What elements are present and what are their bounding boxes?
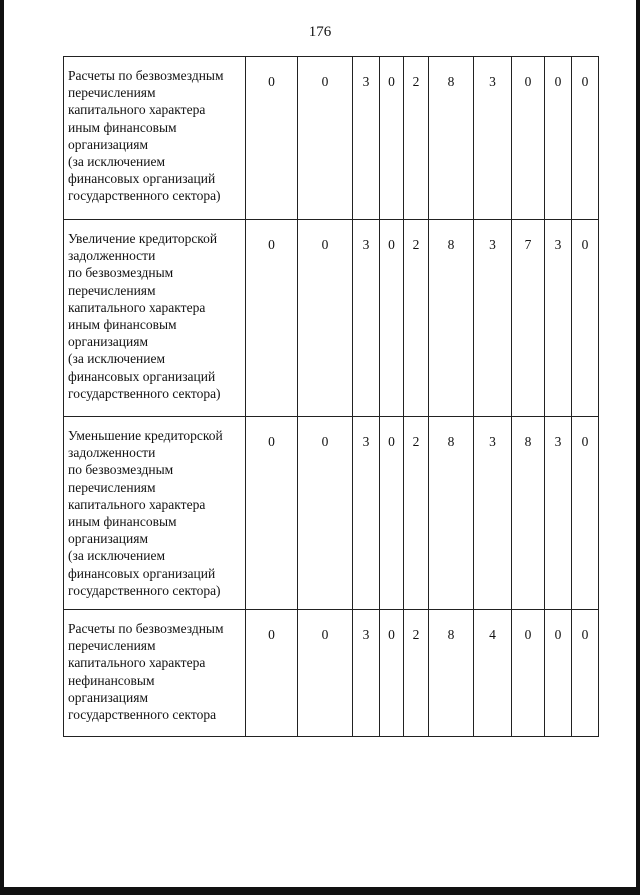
description-line: по безвозмездным (68, 462, 174, 478)
code-digit: 0 (572, 610, 599, 737)
description-line: организациям (68, 334, 149, 350)
code-digit: 0 (512, 610, 545, 737)
description-line: капитального характера (68, 496, 206, 512)
description-line: задолженности (68, 445, 156, 461)
description-line: финансовых организаций (68, 565, 216, 581)
description-line: перечислениям (68, 638, 156, 654)
row-description (64, 610, 246, 737)
description-line: задолженности (68, 248, 156, 264)
description-line: перечислениям (68, 282, 156, 298)
table-row (64, 57, 599, 220)
description-line: (за исключением (68, 351, 166, 367)
description-line: нефинансовым (68, 672, 155, 688)
code-digit: 0 (298, 610, 353, 737)
code-digit: 0 (545, 57, 572, 220)
code-digit: 0 (380, 610, 404, 737)
code-digit: 0 (380, 417, 404, 610)
description-line: организациям (68, 689, 149, 705)
code-digit: 0 (298, 57, 353, 220)
code-digit: 8 (429, 220, 474, 417)
description-line: Уменьшение кредиторской (68, 428, 223, 443)
description-line: организациям (68, 136, 149, 152)
code-digit: 2 (404, 610, 429, 737)
code-digit: 2 (404, 220, 429, 417)
code-digit: 0 (298, 417, 353, 610)
scan-border-left (0, 0, 4, 895)
description-line: Увеличение кредиторской (68, 231, 218, 246)
description-line: государственного сектора) (68, 385, 221, 401)
table-row (64, 417, 599, 610)
description-line: организациям (68, 531, 149, 547)
description-line: государственного сектора) (68, 188, 221, 204)
row-description (64, 57, 246, 220)
scan-border-bottom (0, 887, 640, 895)
scan-border-right (636, 0, 640, 895)
description-line: иным финансовым (68, 514, 177, 530)
code-digit: 3 (353, 417, 380, 610)
code-digit: 0 (512, 57, 545, 220)
code-digit: 8 (429, 610, 474, 737)
code-digit: 3 (474, 417, 512, 610)
description-line: Расчеты по безвозмездным (68, 621, 224, 636)
description-line: иным финансовым (68, 119, 177, 135)
row-description (64, 417, 246, 610)
code-digit: 0 (380, 57, 404, 220)
code-digit: 8 (429, 417, 474, 610)
code-digit: 4 (474, 610, 512, 737)
code-digit: 0 (572, 220, 599, 417)
description-line: (за исключением (68, 548, 166, 564)
description-line: финансовых организаций (68, 368, 216, 384)
code-digit: 0 (298, 220, 353, 417)
description-line: капитального характера (68, 299, 206, 315)
code-digit: 7 (512, 220, 545, 417)
code-digit: 3 (545, 417, 572, 610)
description-line: Расчеты по безвозмездным (68, 68, 224, 83)
code-digit: 0 (246, 57, 298, 220)
account-codes-table (63, 56, 599, 737)
description-line: капитального характера (68, 102, 206, 118)
description-line: государственного сектора (68, 707, 217, 723)
code-digit: 0 (380, 220, 404, 417)
code-digit: 2 (404, 417, 429, 610)
code-digit: 3 (353, 220, 380, 417)
description-line: финансовых организаций (68, 171, 216, 187)
table-row (64, 220, 599, 417)
code-digit: 3 (474, 220, 512, 417)
code-digit: 3 (474, 57, 512, 220)
code-digit: 0 (545, 610, 572, 737)
row-description (64, 220, 246, 417)
description-line: по безвозмездным (68, 265, 174, 281)
code-digit: 8 (429, 57, 474, 220)
code-digit: 0 (572, 57, 599, 220)
description-line: перечислениям (68, 479, 156, 495)
code-digit: 0 (572, 417, 599, 610)
code-digit: 3 (545, 220, 572, 417)
code-digit: 3 (353, 57, 380, 220)
code-digit: 2 (404, 57, 429, 220)
table-row (64, 610, 599, 737)
code-digit: 0 (246, 610, 298, 737)
description-line: иным финансовым (68, 317, 177, 333)
code-digit: 0 (246, 417, 298, 610)
code-digit: 8 (512, 417, 545, 610)
description-line: государственного сектора) (68, 582, 221, 598)
description-line: (за исключением (68, 154, 166, 170)
description-line: капитального характера (68, 655, 206, 671)
page-number: 176 (308, 24, 332, 40)
description-line: перечислениям (68, 85, 156, 101)
code-digit: 0 (246, 220, 298, 417)
code-digit: 3 (353, 610, 380, 737)
